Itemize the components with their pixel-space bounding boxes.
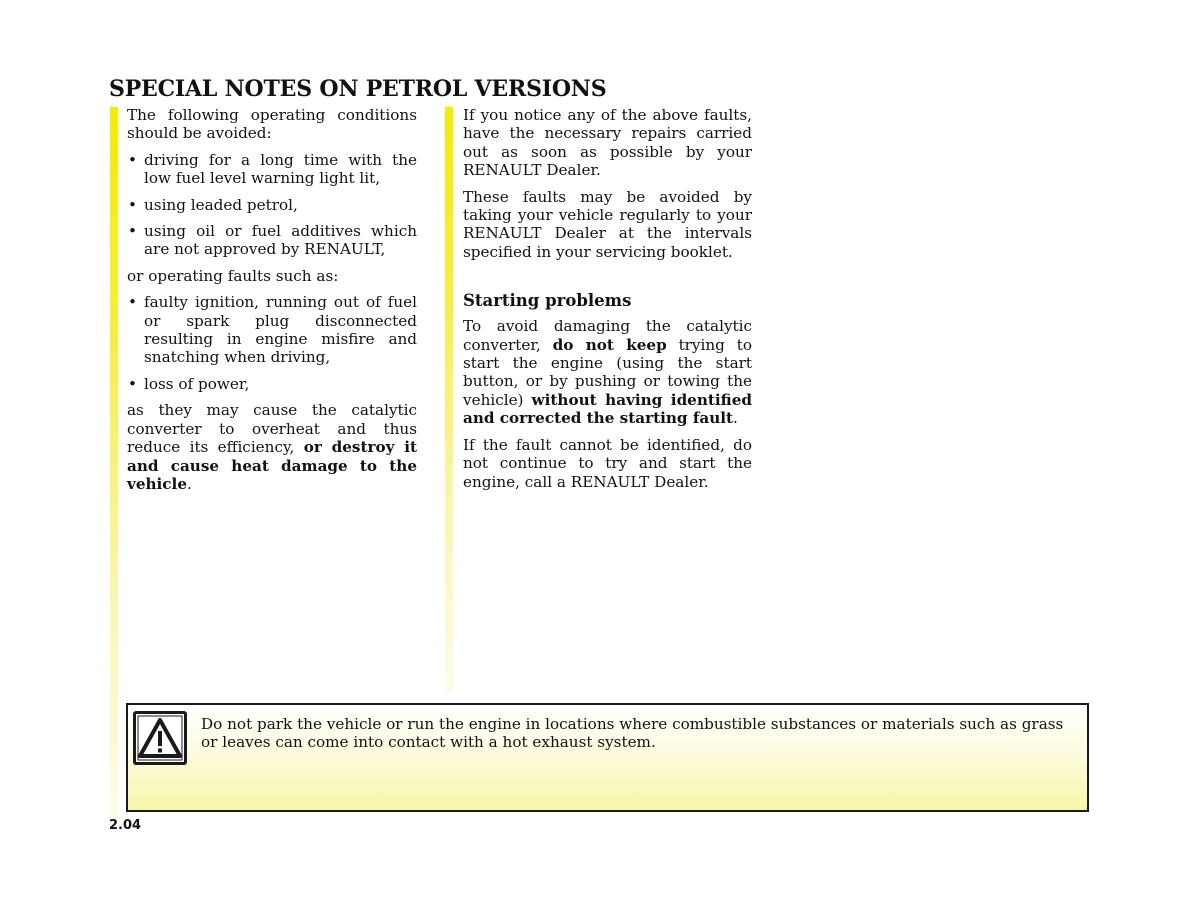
bullet-glyph: • <box>128 150 137 169</box>
right-column <box>463 106 752 499</box>
list-item <box>127 293 417 367</box>
list-item-text: using oil or fuel additives which are not approved by RENAULT, <box>144 222 417 259</box>
warning-box <box>126 703 1089 812</box>
starting-text-2: trying to start the engine (using the start button, or by pushing or towing the vehicle) <box>463 335 752 409</box>
list-item-text: loss of power, <box>144 374 250 393</box>
list-item <box>127 222 417 259</box>
list-item <box>127 151 417 188</box>
starting-paragraph <box>463 317 752 427</box>
consequence-end: . <box>186 474 192 493</box>
fault-unidentified-paragraph: If the fault cannot be identified, do not continue to try and start the engine, call a RENAULT Dealer. <box>463 435 752 491</box>
starting-text-1: To avoid damaging the catalytic converter, <box>463 317 752 354</box>
page-title: SPECIAL NOTES ON PETROL VERSIONS <box>109 76 607 102</box>
starting-bold-1: do not keep <box>552 335 667 354</box>
avoid-list <box>127 151 417 259</box>
list-item-text: faulty ignition, running out of fuel or spark plug disconnected resulting in engine misfire and snatching when driving, <box>144 293 417 367</box>
starting-end: . <box>733 409 738 428</box>
list-item <box>127 375 417 393</box>
consequence-bold-text: or destroy it and cause heat damage to the vehicle <box>127 438 418 493</box>
faults-intro: or operating faults such as: <box>127 266 339 285</box>
right-highlight-bar <box>445 107 453 692</box>
left-column <box>127 106 417 501</box>
intro-paragraph: The following operating conditions should be avoided: <box>127 106 417 143</box>
list-item-text: using leaded petrol, <box>144 195 298 214</box>
consequence-paragraph <box>127 401 417 493</box>
page-number: 2.04 <box>109 818 142 833</box>
bullet-glyph: • <box>128 222 137 241</box>
consequence-text: as they may cause the catalytic converter to overheat and thus reduce its efficiency, <box>127 401 417 457</box>
faults-list <box>127 293 417 393</box>
left-highlight-bar <box>110 107 118 822</box>
list-item-text: driving for a long time with the low fuel level warning light lit, <box>144 150 417 188</box>
avoid-faults-paragraph: These faults may be avoided by taking your vehicle regularly to your RENAULT Dealer at the intervals specified in your servicing booklet. <box>463 187 752 261</box>
list-item <box>127 196 417 214</box>
warning-text: Do not park the vehicle or run the engine in locations where combustible substances or materials such as grass or leaves can come into contact with a hot exhaust system. <box>201 715 1064 752</box>
starting-bold-2: without having identified and corrected the starting fault <box>463 390 752 428</box>
bullet-glyph: • <box>128 195 137 214</box>
bullet-glyph: • <box>128 374 137 393</box>
warning-triangle-icon <box>133 711 187 765</box>
bullet-glyph: • <box>128 293 137 312</box>
repairs-paragraph: If you notice any of the above faults, have the necessary repairs carried out as soon as possible by your RENAULT Dealer. <box>463 106 752 180</box>
starting-problems-heading: Starting problems <box>463 291 632 311</box>
